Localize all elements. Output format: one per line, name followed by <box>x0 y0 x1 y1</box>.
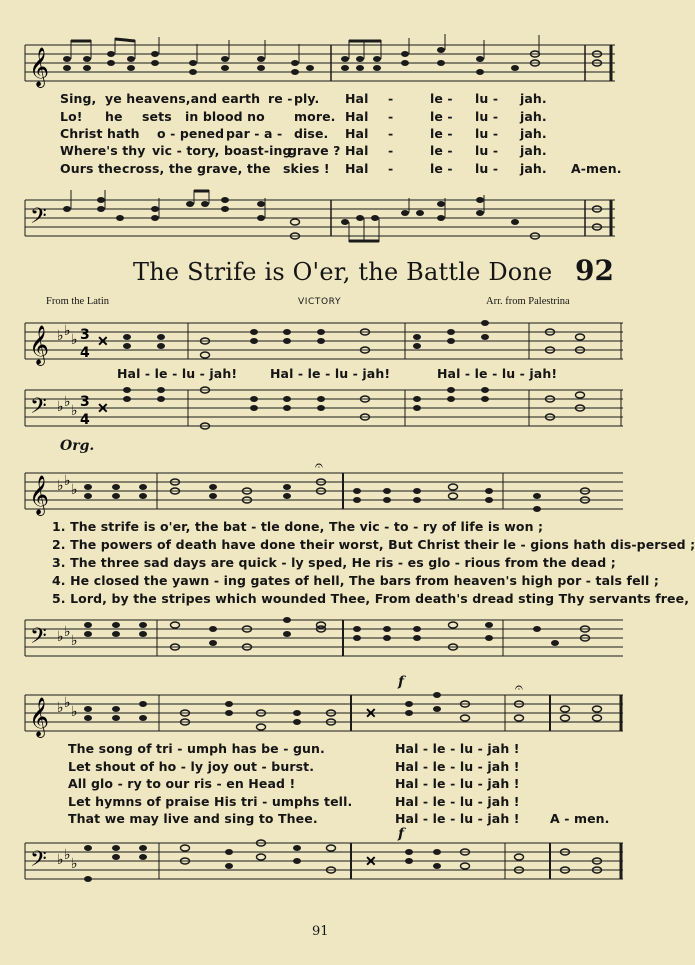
syllable: ye heavens,and earth <box>105 91 261 106</box>
verse-2: 2. The powers of death have done their worst, But Christ their le - gions hath dis-persed ; <box>52 537 695 552</box>
syllable: o - pened <box>157 126 225 141</box>
svg-text:♭: ♭ <box>71 332 78 348</box>
syllable: grave ? <box>288 143 341 158</box>
svg-text:♭: ♭ <box>57 399 64 415</box>
hymn-title: The Strife is O'er, the Battle Done <box>133 258 553 286</box>
verse-treble-staff <box>25 458 625 518</box>
svg-text:𝄞: 𝄞 <box>29 697 50 737</box>
syllable: - <box>388 91 394 106</box>
verse-1: 1. The strife is o'er, the bat - tle done, The vic - to - ry of life is won ; <box>52 519 544 534</box>
syllable: Christ hath <box>60 126 140 141</box>
music-staff-icon <box>25 318 625 368</box>
syllable: sets <box>142 109 172 124</box>
svg-text:4: 4 <box>80 412 90 428</box>
svg-text:✕: ✕ <box>97 334 109 350</box>
forte-marking-bass: f <box>398 826 405 842</box>
syllable: - <box>388 161 394 176</box>
svg-text:♭: ♭ <box>64 695 71 711</box>
syllable: Where's thy <box>60 143 146 158</box>
verse-5: 5. Lord, by the stripes which wounded Thee, From death's dread sting Thy servants free, <box>52 591 690 606</box>
syllable: lu - <box>475 91 499 106</box>
music-staff-icon <box>25 40 615 90</box>
svg-text:𝄐: 𝄐 <box>315 458 323 474</box>
syllable: skies ! <box>283 161 330 176</box>
alleluia-text: Hal - le - lu - jah! <box>270 366 391 381</box>
svg-text:♭: ♭ <box>64 624 71 640</box>
alleluia-text: Hal - le - lu - jah ! <box>395 759 520 774</box>
alleluia-text: Hal - le - lu - jah ! <box>395 811 520 826</box>
music-staff-icon <box>25 385 625 435</box>
svg-text:✕: ✕ <box>365 706 377 722</box>
syllable: Hal <box>345 126 369 141</box>
alleluia-text: Hal - le - lu - jah ! <box>395 776 520 791</box>
svg-text:♭: ♭ <box>57 328 64 344</box>
syllable: in blood no <box>185 109 265 124</box>
syllable: Sing, <box>60 91 97 106</box>
syllable: le - <box>430 143 453 158</box>
svg-text:♭: ♭ <box>64 473 71 489</box>
forte-marking: f <box>398 674 405 690</box>
refrain-bass-staff <box>25 838 625 893</box>
svg-text:𝄢: 𝄢 <box>30 624 47 654</box>
syllable: le - <box>430 126 453 141</box>
amen-text: A - men. <box>550 811 610 826</box>
syllable: ply. <box>294 91 320 106</box>
syllable: he <box>105 109 123 124</box>
svg-text:♭: ♭ <box>71 633 78 649</box>
syllable: le - <box>430 91 453 106</box>
music-staff-icon <box>25 680 625 740</box>
svg-text:𝄢: 𝄢 <box>30 394 47 424</box>
organ-marking: Org. <box>60 438 95 454</box>
syllable: re - <box>268 91 293 106</box>
svg-text:𝄢: 𝄢 <box>30 204 47 234</box>
svg-text:𝄐: 𝄐 <box>515 680 523 696</box>
syllable: le - <box>430 161 453 176</box>
syllable: Hal <box>345 161 369 176</box>
syllable: Hal <box>345 91 369 106</box>
syllable: vic - tory, boast-ing <box>152 143 292 158</box>
syllable: par - a - <box>226 126 283 141</box>
arranger-credit: Arr. from Palestrina <box>486 296 570 307</box>
syllable: jah. <box>520 109 547 124</box>
refrain-text: Let hymns of praise His tri - umphs tell. <box>68 794 353 809</box>
verse-3: 3. The three sad days are quick - ly sped, He ris - es glo - rious from the dead ; <box>52 555 616 570</box>
svg-text:4: 4 <box>80 345 90 361</box>
syllable: Ours the <box>60 161 122 176</box>
syllable: jah. <box>520 143 547 158</box>
svg-text:3: 3 <box>80 327 90 343</box>
syllable: - <box>388 143 394 158</box>
intro-treble-staff <box>25 318 625 368</box>
music-staff-icon <box>25 458 625 518</box>
syllable: dise. <box>294 126 329 141</box>
svg-text:✕: ✕ <box>365 854 377 870</box>
syllable: A-men. <box>571 161 622 176</box>
verse-bass-staff <box>25 615 625 665</box>
syllable: lu - <box>475 109 499 124</box>
svg-text:♭: ♭ <box>71 482 78 498</box>
refrain-text: That we may live and sing to Thee. <box>68 811 318 826</box>
svg-text:♭: ♭ <box>64 323 71 339</box>
alleluia-text: Hal - le - lu - jah ! <box>395 794 520 809</box>
refrain-text: All glo - ry to our ris - en Head ! <box>68 776 296 791</box>
syllable: le - <box>430 109 453 124</box>
svg-text:✕: ✕ <box>97 401 109 417</box>
syllable: cross, the grave, the <box>122 161 271 176</box>
svg-text:♭: ♭ <box>57 700 64 716</box>
syllable: more. <box>294 109 336 124</box>
syllable: jah. <box>520 91 547 106</box>
refrain-text: Let shout of ho - ly joy out - burst. <box>68 759 315 774</box>
alleluia-text: Hal - le - lu - jah ! <box>395 741 520 756</box>
top-bass-staff <box>25 190 615 245</box>
syllable: Hal <box>345 109 369 124</box>
syllable: Lo! <box>60 109 83 124</box>
source-credit: From the Latin <box>46 296 109 307</box>
syllable: lu - <box>475 143 499 158</box>
music-staff-icon <box>25 190 615 245</box>
intro-bass-staff <box>25 385 625 435</box>
svg-text:♭: ♭ <box>57 629 64 645</box>
alleluia-text: Hal - le - lu - jah! <box>117 366 238 381</box>
page-number: 91 <box>312 924 329 939</box>
svg-text:♭: ♭ <box>71 856 78 872</box>
svg-text:♭: ♭ <box>64 394 71 410</box>
verse-4: 4. He closed the yawn - ing gates of hell, The bars from heaven's high por - tals fell ; <box>52 573 659 588</box>
tune-name: VICTORY <box>298 297 342 307</box>
top-treble-staff <box>25 40 615 90</box>
alleluia-text: Hal - le - lu - jah! <box>437 366 558 381</box>
refrain-text: The song of tri - umph has be - gun. <box>68 741 325 756</box>
svg-text:♭: ♭ <box>57 852 64 868</box>
music-staff-icon <box>25 615 625 665</box>
syllable: - <box>388 126 394 141</box>
svg-text:𝄢: 𝄢 <box>30 847 47 877</box>
refrain-treble-staff <box>25 680 625 740</box>
svg-text:♭: ♭ <box>57 478 64 494</box>
svg-text:♭: ♭ <box>64 847 71 863</box>
svg-text:𝄞: 𝄞 <box>29 47 50 87</box>
syllable: - <box>388 109 394 124</box>
music-staff-icon <box>25 838 625 893</box>
syllable: Hal <box>345 143 369 158</box>
hymn-number: 92 <box>575 254 614 287</box>
svg-text:3: 3 <box>80 394 90 410</box>
syllable: lu - <box>475 126 499 141</box>
syllable: jah. <box>520 161 547 176</box>
svg-text:♭: ♭ <box>71 704 78 720</box>
svg-text:𝄞: 𝄞 <box>29 325 50 365</box>
syllable: jah. <box>520 126 547 141</box>
svg-text:𝄞: 𝄞 <box>29 475 50 515</box>
syllable: lu - <box>475 161 499 176</box>
svg-text:♭: ♭ <box>71 403 78 419</box>
